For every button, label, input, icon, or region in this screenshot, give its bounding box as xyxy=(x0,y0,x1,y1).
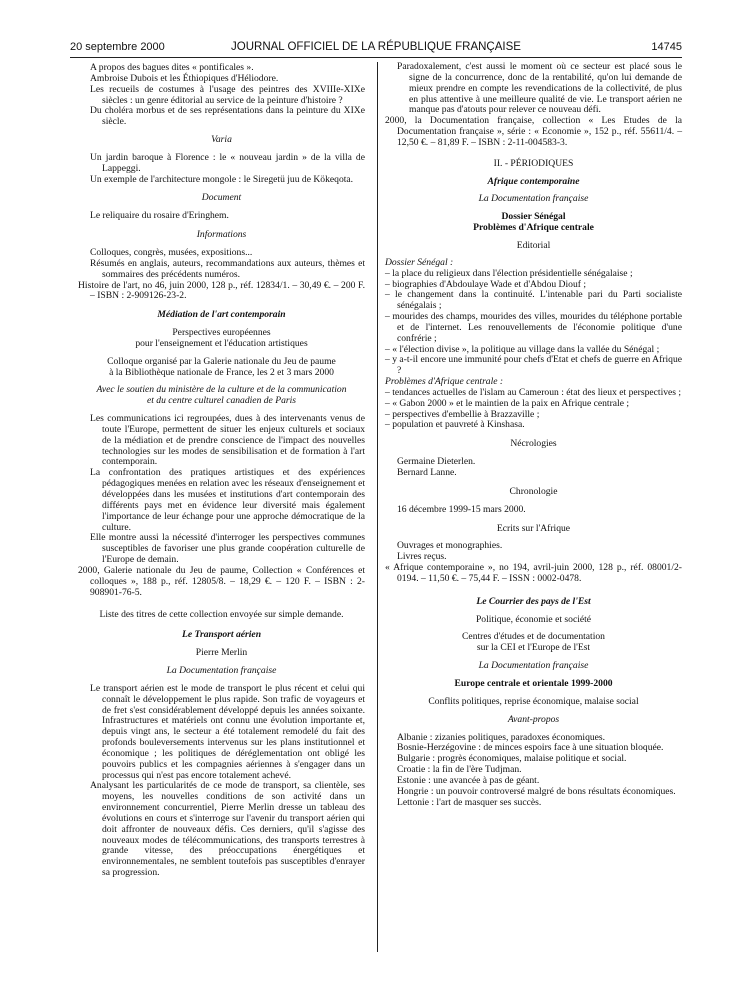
mediation-reference: 2000, Galerie nationale du Jeu de paume, Collection « Conférences et colloques », 188 p., réf. 12805/8. – 18,29 €. – 120 F. – ISBN : 2-908901-76-5. xyxy=(78,564,365,598)
list-item: – y a-t-il encore une immunité pour chefs d'Etat et chefs de guerre en Afrique ? xyxy=(385,354,682,377)
chronologie-heading: Chronologie xyxy=(509,485,558,497)
list-item: Bernard Lanne. xyxy=(397,467,457,478)
list-item: – « Gabon 2000 » et le maintien de la paix en Afrique centrale ; xyxy=(385,397,630,409)
colloque-line: Colloque organisé par la Galerie nationale du Jeu de paume xyxy=(107,355,336,367)
chronologie-dates: 16 décembre 1999-15 mars 2000. xyxy=(397,503,526,515)
header-title: JOURNAL OFFICIEL DE LA RÉPUBLIQUE FRANÇAISE xyxy=(231,41,521,53)
body-paragraph: Analysant les particularités de ce mode de transport, sa clientèle, ses moyens, les nouvelles conditions de son activité dans un environnement concurrentiel, Pierre Merlin dresse un tableau des évolutions en cours et s'interroge sur l'avenir du transport aérien qui doit affronter de nouveaux défis. Ces derniers, qu'il s'agisse des nouveaux modes de télécommunications, des transports terrestres à grande vitesse, des préoccupations énergétiques et environnementales, ne semblent toutefois pas susceptibles d'enrayer sa progression. xyxy=(90,780,365,879)
mediation-title: Médiation de l'art contemporain xyxy=(157,309,286,321)
country-item: Bulgarie : progrès économiques, malaise politique et social. xyxy=(397,753,627,765)
country-item: Estonie : une avancée à pas de géant. xyxy=(397,774,540,786)
country-item: Bosnie-Herzégovine : de minces espoirs face à une situation bloquée. xyxy=(397,742,664,754)
informations-item: Résumés en anglais, auteurs, recommandations aux auteurs, thèmes et sommaires des précédents numéros. xyxy=(90,257,365,280)
afrique-reference: « Afrique contemporaine », no 194, avril-juin 2000, 128 p., réf. 08001/2-0194. – 11,50 €. – 75,44 F. – ISSN : 0002-0478. xyxy=(385,562,682,584)
document-item: Le reliquaire du rosaire d'Eringhem. xyxy=(90,210,229,222)
list-item: – tendances actuelles de l'islam au Cameroun : état des lieux et perspectives ; xyxy=(385,386,682,398)
courrier-publisher: La Documentation française xyxy=(478,660,589,672)
list-item: – « l'élection divise », la politique au village dans la vallée du Sénégal ; xyxy=(385,343,660,355)
document-heading: Document xyxy=(201,192,242,204)
transport-author: Pierre Merlin xyxy=(195,647,248,659)
transport-title: Le Transport aérien xyxy=(181,629,262,641)
list-item: – biographies d'Abdoulaye Wade et d'Abdou Diouf ; xyxy=(385,278,587,290)
body-paragraph: Le transport aérien est le mode de transport le plus récent et celui qui connaît le développement le plus rapide. Son trafic de voyageurs et de fret s'est considérablement développé depuis les années soixante. Infrastructures et matériels ont connu une évolution importante et, depuis vingt ans, le secteur a été totalement remodelé du fait des profonds bouleversements intervenus sur les plans institutionnel et économique ; les politiques de déréglementation ont obligé les pouvoirs publics et les compagnies aériennes à s'engager dans un processus qui n'est pas encore totalement achevé. xyxy=(90,682,365,781)
varia-item: Un jardin baroque à Florence : le « nouveau jardin » de la villa de Lappeggi. xyxy=(90,151,365,174)
list-item: – la place du religieux dans l'élection présidentielle sénégalaise ; xyxy=(385,267,633,279)
necrologies-list xyxy=(385,457,682,479)
country-item: Croatie : la fin de l'ère Tudjman. xyxy=(397,764,522,776)
ecrits-heading: Ecrits sur l'Afrique xyxy=(496,522,571,534)
dossier-senegal-label: Dossier Sénégal : xyxy=(385,256,454,268)
body-paragraph: Paradoxalement, c'est aussi le moment où ce secteur est placé sous le signe de la concurrence, donc de la rentabilité, qu'on lui demande de mieux prendre en compte les revendications de la collectivité, de plus en plus attentive à une meilleure qualité de vie. Le transport aérien ne manque pas d'atouts pour relever ce nouveau défi. xyxy=(397,61,682,116)
column-divider xyxy=(377,62,378,952)
transport-body xyxy=(78,684,365,879)
country-item: Hongrie : un pouvoir controversé malgré de bons résultats économiques. xyxy=(397,785,676,797)
centres-line: Centres d'études et de documentation xyxy=(462,631,605,643)
soutien-line: Avec le soutien du ministère de la culture et de la communication xyxy=(96,384,347,396)
body-paragraph: La confrontation des pratiques artistiques et des expériences pédagogiques menées en relation avec les réseaux d'enseignement et développées dans les musées et institutions d'art contemporain des différents pays met en évidence leur diversité mais également l'importance de leur échange pour une approche démocratique de la culture. xyxy=(90,467,365,533)
varia-list xyxy=(78,153,365,186)
country-item: Lettonie : l'art de masquer ses succès. xyxy=(397,796,542,808)
body-paragraph: Elle montre aussi la nécessité d'interroger les perspectives communes susceptibles de favoriser une plus grande coopération culturelle de l'Europe de demain. xyxy=(90,532,365,566)
colloque-line: à la Bibliothèque nationale de France, les 2 et 3 mars 2000 xyxy=(109,366,334,378)
body-paragraph: Les communications ici regroupées, dues à des intervenants venus de toute l'Europe, permettent de situer les enjeux culturels et sociaux de la médiation et de prendre conscience de l'impact des nouvelles technologies sur les modes de sensibilisation et de formation à l'art contemporain. xyxy=(90,413,365,468)
right-column xyxy=(385,62,682,808)
mediation-subtitle: pour l'enseignement et l'éducation artistiques xyxy=(135,337,308,349)
conflits-subtitle: Conflits politiques, reprise économique, malaise social xyxy=(428,695,639,707)
toc-item: Du choléra morbus et de ses représentations dans la peinture du XIXe siècle. xyxy=(90,105,365,128)
toc-list xyxy=(78,63,365,128)
header-rule xyxy=(70,57,682,58)
senegal-list xyxy=(385,269,682,377)
afrique-title: Afrique contemporaine xyxy=(487,175,580,187)
transport-publisher: La Documentation française xyxy=(166,664,277,676)
list-item: – le changement dans la continuité. L'intenable pari du Parti socialiste sénégalais ; xyxy=(385,289,682,312)
dossier-title: Problèmes d'Afrique centrale xyxy=(473,222,594,234)
list-item: Livres reçus. xyxy=(397,551,447,563)
varia-heading: Varia xyxy=(211,134,232,146)
countries-list xyxy=(385,733,682,809)
mediation-body xyxy=(78,414,365,566)
necrologies-heading: Nécrologies xyxy=(510,438,557,450)
collection-note: Liste des titres de cette collection envoyée sur simple demande. xyxy=(99,609,344,621)
header-page-number: 14745 xyxy=(651,41,682,53)
section-heading-periodiques: II. - PÉRIODIQUES xyxy=(493,157,574,169)
list-item: – population et pauvreté à Kinshasa. xyxy=(385,419,525,431)
list-item: – perspectives d'embellie à Brazzaville ; xyxy=(385,408,540,420)
dossier-title: Dossier Sénégal xyxy=(501,211,566,223)
europe-title: Europe centrale et orientale 1999-2000 xyxy=(454,677,613,689)
courrier-title: Le Courrier des pays de l'Est xyxy=(476,595,591,607)
toc-item: Ambroise Dubois et les Éthiopiques d'Héliodore. xyxy=(90,72,279,84)
informations-heading: Informations xyxy=(196,229,247,241)
histoire-reference: Histoire de l'art, no 46, juin 2000, 128 p., réf. 12834/1. – 30,49 €. – 200 F. – ISBN : 2-909126-23-2. xyxy=(78,279,365,302)
centres-line: sur la CEI et l'Europe de l'Est xyxy=(476,642,591,654)
country-item: Albanie : zizanies politiques, paradoxes économiques. xyxy=(397,731,606,743)
mediation-subtitle: Perspectives européennes xyxy=(172,327,271,339)
avant-propos-heading: Avant-propos xyxy=(507,713,560,725)
transport-continuation xyxy=(385,62,682,116)
page-header xyxy=(70,41,682,57)
problemes-label: Problèmes d'Afrique centrale : xyxy=(385,376,504,388)
problemes-list xyxy=(385,388,682,431)
informations-list xyxy=(78,248,365,281)
soutien-line: et du centre culturel canadien de Paris xyxy=(146,395,297,407)
transport-reference: 2000, la Documentation française, collection « Les Etudes de la Documentation française », série : « Economie », 152 p., réf. 55611/4. – 12,50 €. – 81,89 F. – ISBN : 2-11-004583-3. xyxy=(385,115,682,148)
ecrits-list xyxy=(385,541,682,563)
left-column xyxy=(78,62,365,879)
editorial-heading: Editorial xyxy=(516,239,551,251)
toc-item: Les recueils de costumes à l'usage des peintres des XVIIIe-XIXe siècles : un genre éditorial au service de la peinture d'histoire ? xyxy=(90,83,365,106)
header-date: 20 septembre 2000 xyxy=(70,41,165,53)
informations-item: Colloques, congrès, musées, expositions... xyxy=(90,246,253,258)
list-item: Ouvrages et monographies. xyxy=(397,540,503,552)
afrique-publisher: La Documentation française xyxy=(478,193,589,205)
list-item: – mourides des champs, mourides des villes, mourides du téléphone portable et de l'internet. Les renouvellements de l'économie politique d'une confrérie ; xyxy=(385,311,682,344)
courrier-subtitle: Politique, économie et société xyxy=(475,613,592,625)
toc-item: A propos des bagues dites « pontificales ». xyxy=(90,62,254,73)
list-item: Germaine Dieterlen. xyxy=(397,456,476,468)
varia-item: Un exemple de l'architecture mongole : le Siregetü juu de Kökeqota. xyxy=(90,173,354,185)
